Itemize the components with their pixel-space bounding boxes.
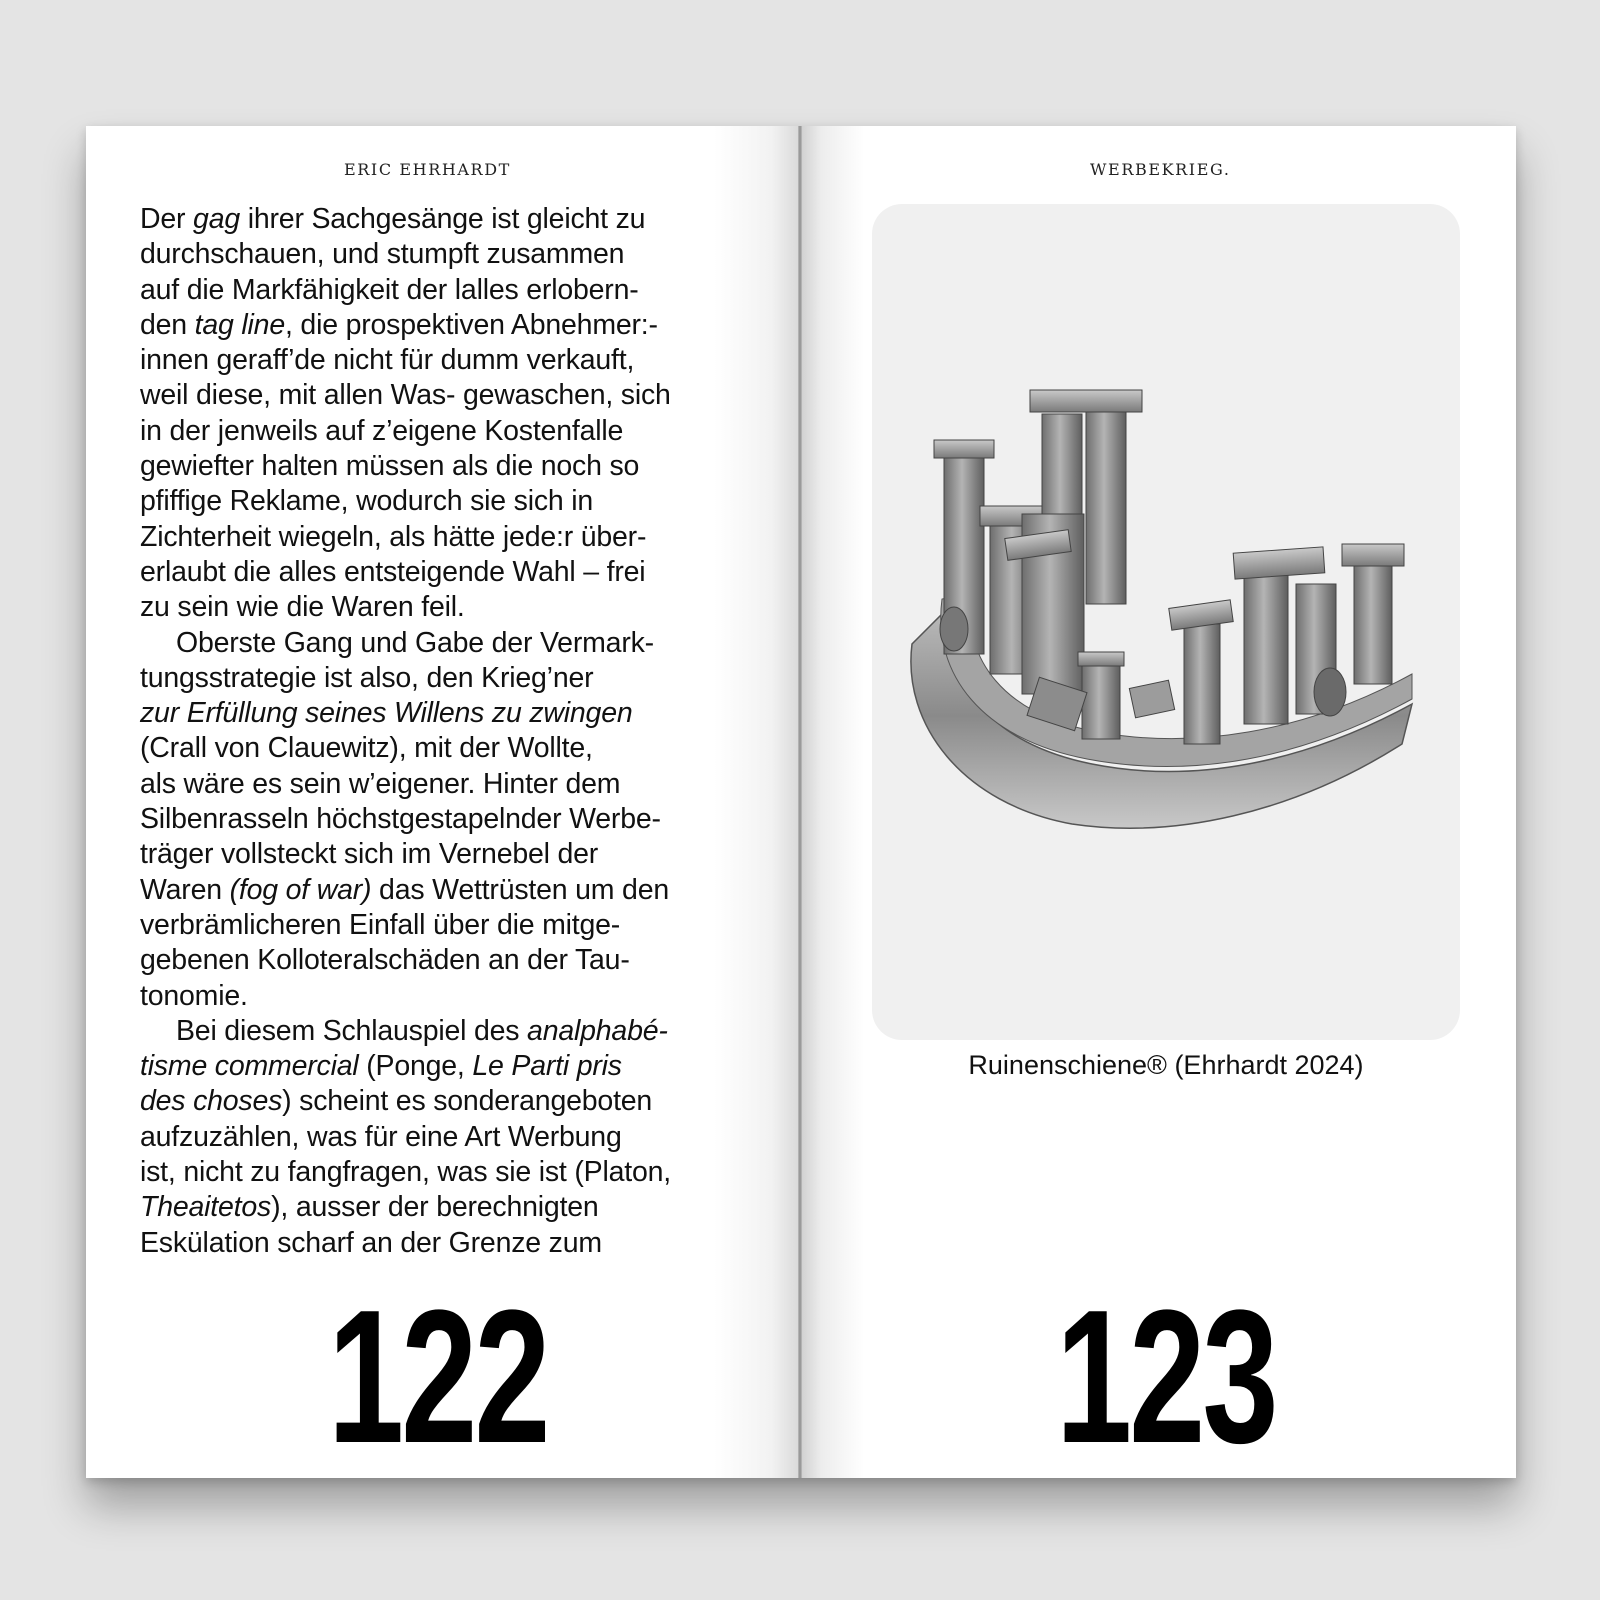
text-segment: (Crall von Clauewitz), mit der Wollte,: [140, 732, 593, 765]
text-segment: erlaubt die alles entsteigende Wahl – frei: [140, 555, 646, 588]
text-line: [140, 378, 740, 413]
text-line: [140, 449, 740, 484]
text-line: [140, 731, 740, 766]
text-line: [140, 837, 740, 872]
text-line: [140, 1084, 740, 1119]
italic-phrase: (fog of war): [229, 873, 372, 906]
body-text: [140, 202, 740, 1261]
italic-phrase: tag line: [194, 308, 285, 341]
text-segment: ), ausser der berechnigten: [271, 1191, 599, 1224]
text-segment: ist, nicht zu fangfragen, was sie ist (Platon,: [140, 1156, 671, 1189]
text-line: [140, 1226, 740, 1261]
text-segment: ihrer Sachgesänge ist gleicht zu: [240, 203, 646, 235]
text-segment: weil diese, mit allen Was- gewaschen, sich: [140, 379, 671, 412]
text-line: [140, 273, 740, 308]
italic-phrase: analphabé-: [527, 1014, 668, 1047]
text-segment: ) scheint es sonderangeboten: [282, 1085, 653, 1118]
text-line: [140, 1120, 740, 1155]
text-line: [140, 520, 740, 555]
text-segment: Silbenrasseln höchstgestapelnder Werbe-: [140, 803, 661, 836]
figure-caption: Ruinenschiene® (Ehrhardt 2024): [968, 1050, 1364, 1080]
italic-phrase: gag: [193, 203, 240, 235]
text-segment: gebenen Kolloteralschäden an der Tau-: [140, 944, 630, 977]
text-segment: durchschauen, und stumpft zusammen: [140, 238, 625, 271]
text-segment: in der jenweils auf z’eigene Kostenfalle: [140, 414, 624, 447]
text-line: [140, 1014, 740, 1049]
text-line: [140, 484, 740, 519]
running-head-title: WERBEKRIEG.: [1090, 160, 1231, 179]
italic-phrase: tisme commercial: [140, 1050, 359, 1083]
text-line: [140, 343, 740, 378]
text-line: [140, 626, 740, 661]
text-line: [140, 696, 740, 731]
text-segment: aufzuzählen, was für eine Art Werbung: [140, 1120, 622, 1153]
text-segment: (Ponge,: [358, 1050, 473, 1083]
italic-phrase: Le Parti pris: [472, 1050, 622, 1083]
text-segment: zu sein wie die Waren feil.: [140, 591, 465, 624]
text-line: [140, 414, 740, 449]
text-line: [140, 802, 740, 837]
ruins-illustration: [872, 204, 1460, 1040]
italic-phrase: Theaitetos: [140, 1191, 272, 1224]
text-segment: Zichterheit wiegeln, als hätte jede:r über-: [140, 520, 647, 553]
text-segment: auf die Markfähigkeit der lalles erlobern-: [140, 273, 639, 306]
page-number-right: 123: [1056, 1271, 1276, 1483]
text-line: [140, 661, 740, 696]
figure-panel: [872, 204, 1460, 1040]
text-line: [140, 1190, 740, 1225]
text-segment: Oberste Gang und Gabe der Vermark-: [176, 626, 654, 659]
text-segment: tungsstrategie ist also, den Krieg’ner: [140, 661, 594, 694]
text-line: [140, 237, 740, 272]
text-line: [140, 873, 740, 908]
text-segment: Der: [140, 203, 194, 235]
text-line: [140, 555, 740, 590]
text-segment: innen geraff’de nicht für dumm verkauft,: [140, 344, 635, 377]
text-segment: , die prospektiven Abnehmer:-: [284, 308, 658, 341]
text-segment: Waren: [140, 873, 230, 906]
text-segment: das Wettrüsten um den: [371, 873, 669, 906]
text-line: [140, 908, 740, 943]
book-gutter: [798, 126, 802, 1478]
text-segment: als wäre es sein w’eigener. Hinter dem: [140, 767, 621, 800]
text-segment: tonomie.: [140, 979, 248, 1012]
text-segment: pfiffige Reklame, wodurch sie sich in: [140, 485, 594, 518]
text-segment: den: [140, 308, 195, 341]
text-segment: verbrämlicheren Einfall über die mitge-: [140, 908, 621, 941]
text-segment: gewiefter halten müssen als die noch so: [140, 450, 640, 483]
text-segment: Eskülation scharf an der Grenze zum: [140, 1226, 602, 1259]
text-line: [140, 943, 740, 978]
page-number-left: 122: [328, 1271, 548, 1483]
text-line: [140, 308, 740, 343]
text-segment: Bei diesem Schlauspiel des: [176, 1014, 528, 1047]
text-line: [140, 979, 740, 1014]
text-line: [140, 1049, 740, 1084]
text-line: [140, 202, 740, 237]
text-line: [140, 1155, 740, 1190]
text-line: [140, 767, 740, 802]
text-line: [140, 590, 740, 625]
italic-phrase: des choses: [140, 1085, 283, 1118]
column-group-left: [934, 390, 1142, 694]
text-segment: träger vollsteckt sich im Vernebel der: [140, 838, 599, 871]
italic-phrase: zur Erfüllung seines Willens zu zwingen: [140, 697, 633, 730]
running-head-author: ERIC EHRHARDT: [344, 160, 511, 179]
